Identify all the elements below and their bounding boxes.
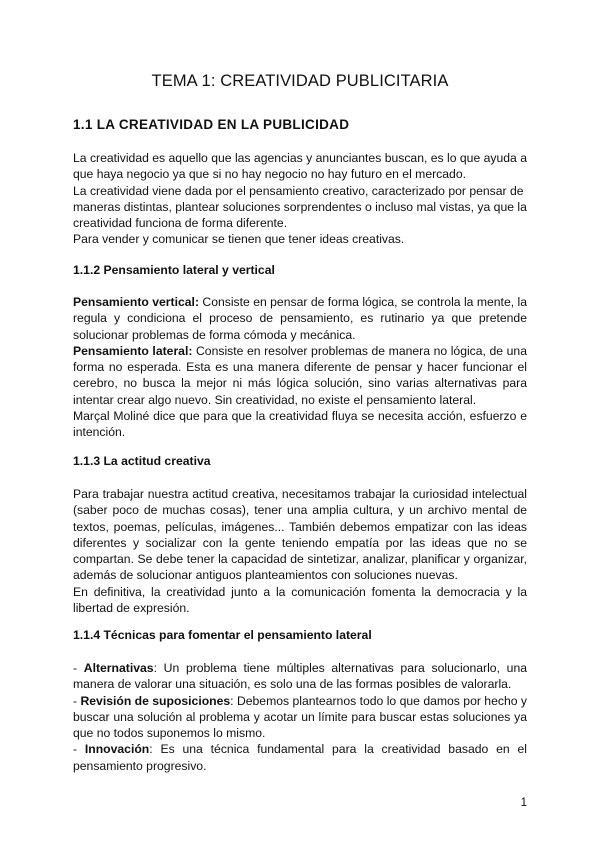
section-heading-1-1-4: 1.1.4 Técnicas para fomentar el pensamiento lateral bbox=[73, 628, 372, 642]
term-innovacion: Innovación bbox=[84, 742, 150, 757]
definition-text: Consiste en pensar de forma lógica, se controla la mente, la regula y condiciona el proceso de pensamiento, es rutinario ya que pretende solucionar problemas de forma cómoda y mecánica. bbox=[73, 295, 527, 342]
page-number: 1 bbox=[520, 797, 527, 809]
term-pensamiento-vertical: Pensamiento vertical: bbox=[73, 295, 199, 309]
section-1-1-2-body bbox=[73, 294, 527, 441]
term-revision-suposiciones: Revisión de suposiciones bbox=[80, 693, 231, 708]
list-item bbox=[73, 693, 527, 742]
section-1-1-body bbox=[73, 150, 527, 248]
definition-text: : Debemos plantearnos todo lo que damos por hecho y buscar una solución al problema y acotar un límite para buscar estas soluciones ya que no todos suponemos lo mismo. bbox=[73, 693, 528, 741]
definition-text: : Un problema tiene múltiples alternativas para solucionarlo, una manera de valorar una situación, es solo una de las formas posibles de valorarla. bbox=[73, 661, 528, 692]
section-1-1-3-body bbox=[73, 486, 527, 616]
document-title: TEMA 1: CREATIVIDAD PUBLICITARIA bbox=[151, 72, 449, 90]
list-item bbox=[73, 741, 527, 774]
list-item bbox=[73, 660, 527, 693]
paragraph: La creatividad es aquello que las agencias y anunciantes buscan, es lo que ayuda a que haya negocio ya que si no hay negocio no hay futuro en el mercado. bbox=[73, 151, 527, 182]
definition-text: : Es una técnica fundamental para la creatividad basado en el pensamiento progresivo. bbox=[73, 742, 527, 773]
paragraph: Para trabajar nuestra actitud creativa, necesitamos trabajar la curiosidad intelectual (saber poco de muchas cosas), tener una amplia cultura, y un archivo mental de textos, poemas, películas, imágenes... También debemos empatizar con las ideas diferentes y socializar con la gente teniendo empatía por las ideas que no se compartan. Se debe tener la capacidad de sintetizar, analizar, planificar y organizar, además de solucionar antiguos planteamientos con soluciones nuevas. bbox=[73, 487, 527, 583]
paragraph: En definitiva, la creatividad junto a la comunicación fomenta la democracia y la libertad de expresión. bbox=[73, 584, 527, 616]
paragraph-vertical bbox=[73, 294, 527, 343]
paragraph: Marçal Moliné dice que para que la creatividad fluya se necesita acción, esfuerzo e intención. bbox=[73, 409, 527, 440]
list-dash: - bbox=[73, 693, 81, 708]
paragraph: Para vender y comunicar se tienen que tener ideas creativas. bbox=[73, 232, 405, 247]
section-heading-1-1-3: 1.1.3 La actitud creativa bbox=[73, 454, 211, 468]
section-heading-1-1: 1.1 LA CREATIVIDAD EN LA PUBLICIDAD bbox=[73, 117, 350, 132]
list-dash: - bbox=[73, 742, 85, 757]
term-alternativas: Alternativas bbox=[83, 661, 154, 675]
paragraph: La creatividad viene dada por el pensamiento creativo, caracterizado por pensar de maneras distintas, plantear soluciones sorprendentes o incluso mal vistas, ya que la creatividad funciona de forma diferente. bbox=[73, 183, 527, 231]
list-dash: - bbox=[73, 661, 84, 675]
definition-text: Consiste en resolver problemas de manera no lógica, de una forma no esperada. Esta es una manera diferente de pensar y hacer funcionar el cerebro, no busca la mejor ni más lógica solución, sino varias alternativas para intentar crear algo nuevo. Sin creatividad, no existe el pensamiento lateral. bbox=[73, 343, 527, 407]
section-heading-1-1-2: 1.1.2 Pensamiento lateral y vertical bbox=[73, 263, 275, 277]
term-pensamiento-lateral: Pensamiento lateral: bbox=[73, 343, 193, 358]
section-1-1-4-list bbox=[73, 660, 527, 774]
paragraph-lateral bbox=[73, 343, 527, 408]
